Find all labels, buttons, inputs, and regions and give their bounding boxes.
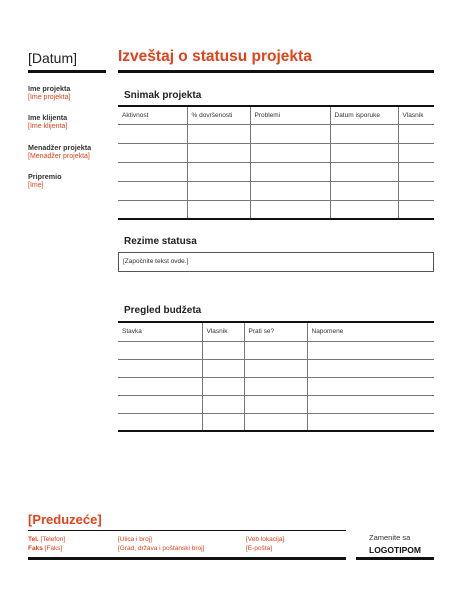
table-cell[interactable] [307, 377, 434, 395]
table-cell[interactable] [202, 341, 244, 359]
budget-table [118, 321, 434, 432]
column-header: Vlasnik [202, 322, 244, 341]
fax-value[interactable]: [Faks] [44, 545, 63, 552]
table-row [118, 359, 434, 377]
status-text-box[interactable]: [Započnite tekst ovde.] [118, 252, 434, 272]
table-cell[interactable] [330, 143, 398, 162]
table-cell[interactable] [244, 395, 307, 413]
city-field[interactable]: [Grad, država i poštanski broj] [118, 545, 205, 552]
sidebar-item-label: Menadžer projekta [28, 143, 92, 152]
table-row [118, 124, 434, 143]
table-cell[interactable] [202, 377, 244, 395]
budget-title: Pregled budžeta [124, 305, 202, 316]
table-cell[interactable] [118, 413, 202, 431]
sidebar-item-value[interactable]: [Ime klijenta] [28, 123, 68, 130]
table-cell[interactable] [330, 181, 398, 200]
table-row [118, 395, 434, 413]
table-cell[interactable] [307, 341, 434, 359]
table-row [118, 413, 434, 431]
table-cell[interactable] [330, 200, 398, 219]
table-row [118, 377, 434, 395]
company-rule [28, 530, 346, 531]
table-row [118, 200, 434, 219]
table-cell[interactable] [118, 377, 202, 395]
company-name[interactable]: [Preduzeće] [28, 512, 102, 527]
sidebar-item-project-manager [28, 143, 91, 161]
table-cell[interactable] [398, 124, 434, 143]
website-field[interactable]: [Veb lokacija] [246, 536, 285, 543]
column-header: Prati se? [244, 322, 307, 341]
sidebar-item-project-name [28, 84, 70, 102]
table-cell[interactable] [250, 200, 330, 219]
column-header: % dovršenosti [187, 106, 250, 124]
table-cell[interactable] [118, 341, 202, 359]
budget-body [118, 341, 434, 431]
table-row [118, 162, 434, 181]
table-row [118, 181, 434, 200]
column-header: Aktivnost [122, 111, 149, 119]
table-cell[interactable] [250, 162, 330, 181]
table-row [118, 143, 434, 162]
title-rule [118, 70, 434, 73]
table-cell[interactable] [250, 143, 330, 162]
column-header: Napomene [307, 322, 434, 341]
table-cell[interactable] [250, 181, 330, 200]
table-cell[interactable] [118, 181, 187, 200]
phone-value[interactable]: [Telefon] [40, 536, 66, 543]
date-field[interactable]: [Datum] [28, 50, 78, 66]
table-cell[interactable] [307, 413, 434, 431]
snapshot-table [118, 105, 434, 220]
table-cell[interactable] [244, 377, 307, 395]
fax-line [28, 545, 62, 553]
footer-rule-left [28, 557, 346, 560]
table-cell[interactable] [187, 124, 250, 143]
table-cell[interactable] [244, 359, 307, 377]
date-rule [28, 70, 106, 73]
table-cell[interactable] [202, 359, 244, 377]
table-cell[interactable] [118, 124, 187, 143]
table-cell[interactable] [187, 143, 250, 162]
table-cell[interactable] [398, 200, 434, 219]
table-cell[interactable] [398, 143, 434, 162]
table-cell[interactable] [307, 359, 434, 377]
sidebar-item-prepared-by [28, 172, 62, 190]
table-cell[interactable] [118, 143, 187, 162]
table-cell[interactable] [244, 413, 307, 431]
sidebar-item-label: Ime projekta [28, 84, 71, 93]
snapshot-body [118, 124, 434, 219]
column-header: Problemi [250, 106, 330, 124]
sidebar-item-value[interactable]: [Menadžer projekta] [28, 153, 90, 160]
table-cell[interactable] [330, 162, 398, 181]
table-cell[interactable] [118, 359, 202, 377]
sidebar-item-value[interactable]: [Ime projekta] [28, 94, 71, 101]
table-cell[interactable] [118, 395, 202, 413]
table-cell[interactable] [118, 162, 187, 181]
table-row [118, 341, 434, 359]
phone-line [28, 536, 65, 544]
column-header: Datum isporuke [330, 106, 398, 124]
table-cell[interactable] [398, 162, 434, 181]
footer-rule-right [356, 557, 434, 560]
table-cell[interactable] [250, 124, 330, 143]
fax-label: Faks [28, 545, 43, 552]
status-title: Rezime statusa [124, 236, 197, 247]
table-cell[interactable] [330, 124, 398, 143]
table-cell[interactable] [398, 181, 434, 200]
logo-placeholder[interactable]: LOGOTIPOM [369, 545, 421, 555]
snapshot-title: Snimak projekta [124, 90, 202, 101]
table-cell[interactable] [202, 395, 244, 413]
email-field[interactable]: [E-pošta] [246, 545, 273, 552]
page-title: Izveštaj o statusu projekta [118, 48, 312, 65]
sidebar-item-value[interactable]: [Ime] [28, 182, 44, 189]
table-cell[interactable] [187, 200, 250, 219]
sidebar-item-label: Pripremio [28, 172, 62, 181]
table-cell[interactable] [307, 395, 434, 413]
logo-placeholder-caption: Zamenite sa [369, 533, 411, 542]
table-cell[interactable] [244, 341, 307, 359]
table-cell[interactable] [187, 162, 250, 181]
column-header: Vlasnik [398, 106, 434, 124]
sidebar-item-client-name [28, 113, 67, 131]
phone-label: Tel. [28, 536, 39, 543]
column-header: Stavka [122, 328, 142, 336]
street-field[interactable]: [Ulica i broj] [118, 536, 152, 543]
table-cell[interactable] [202, 413, 244, 431]
table-cell[interactable] [187, 181, 250, 200]
table-cell[interactable] [118, 200, 187, 219]
sidebar-item-label: Ime klijenta [28, 113, 68, 122]
